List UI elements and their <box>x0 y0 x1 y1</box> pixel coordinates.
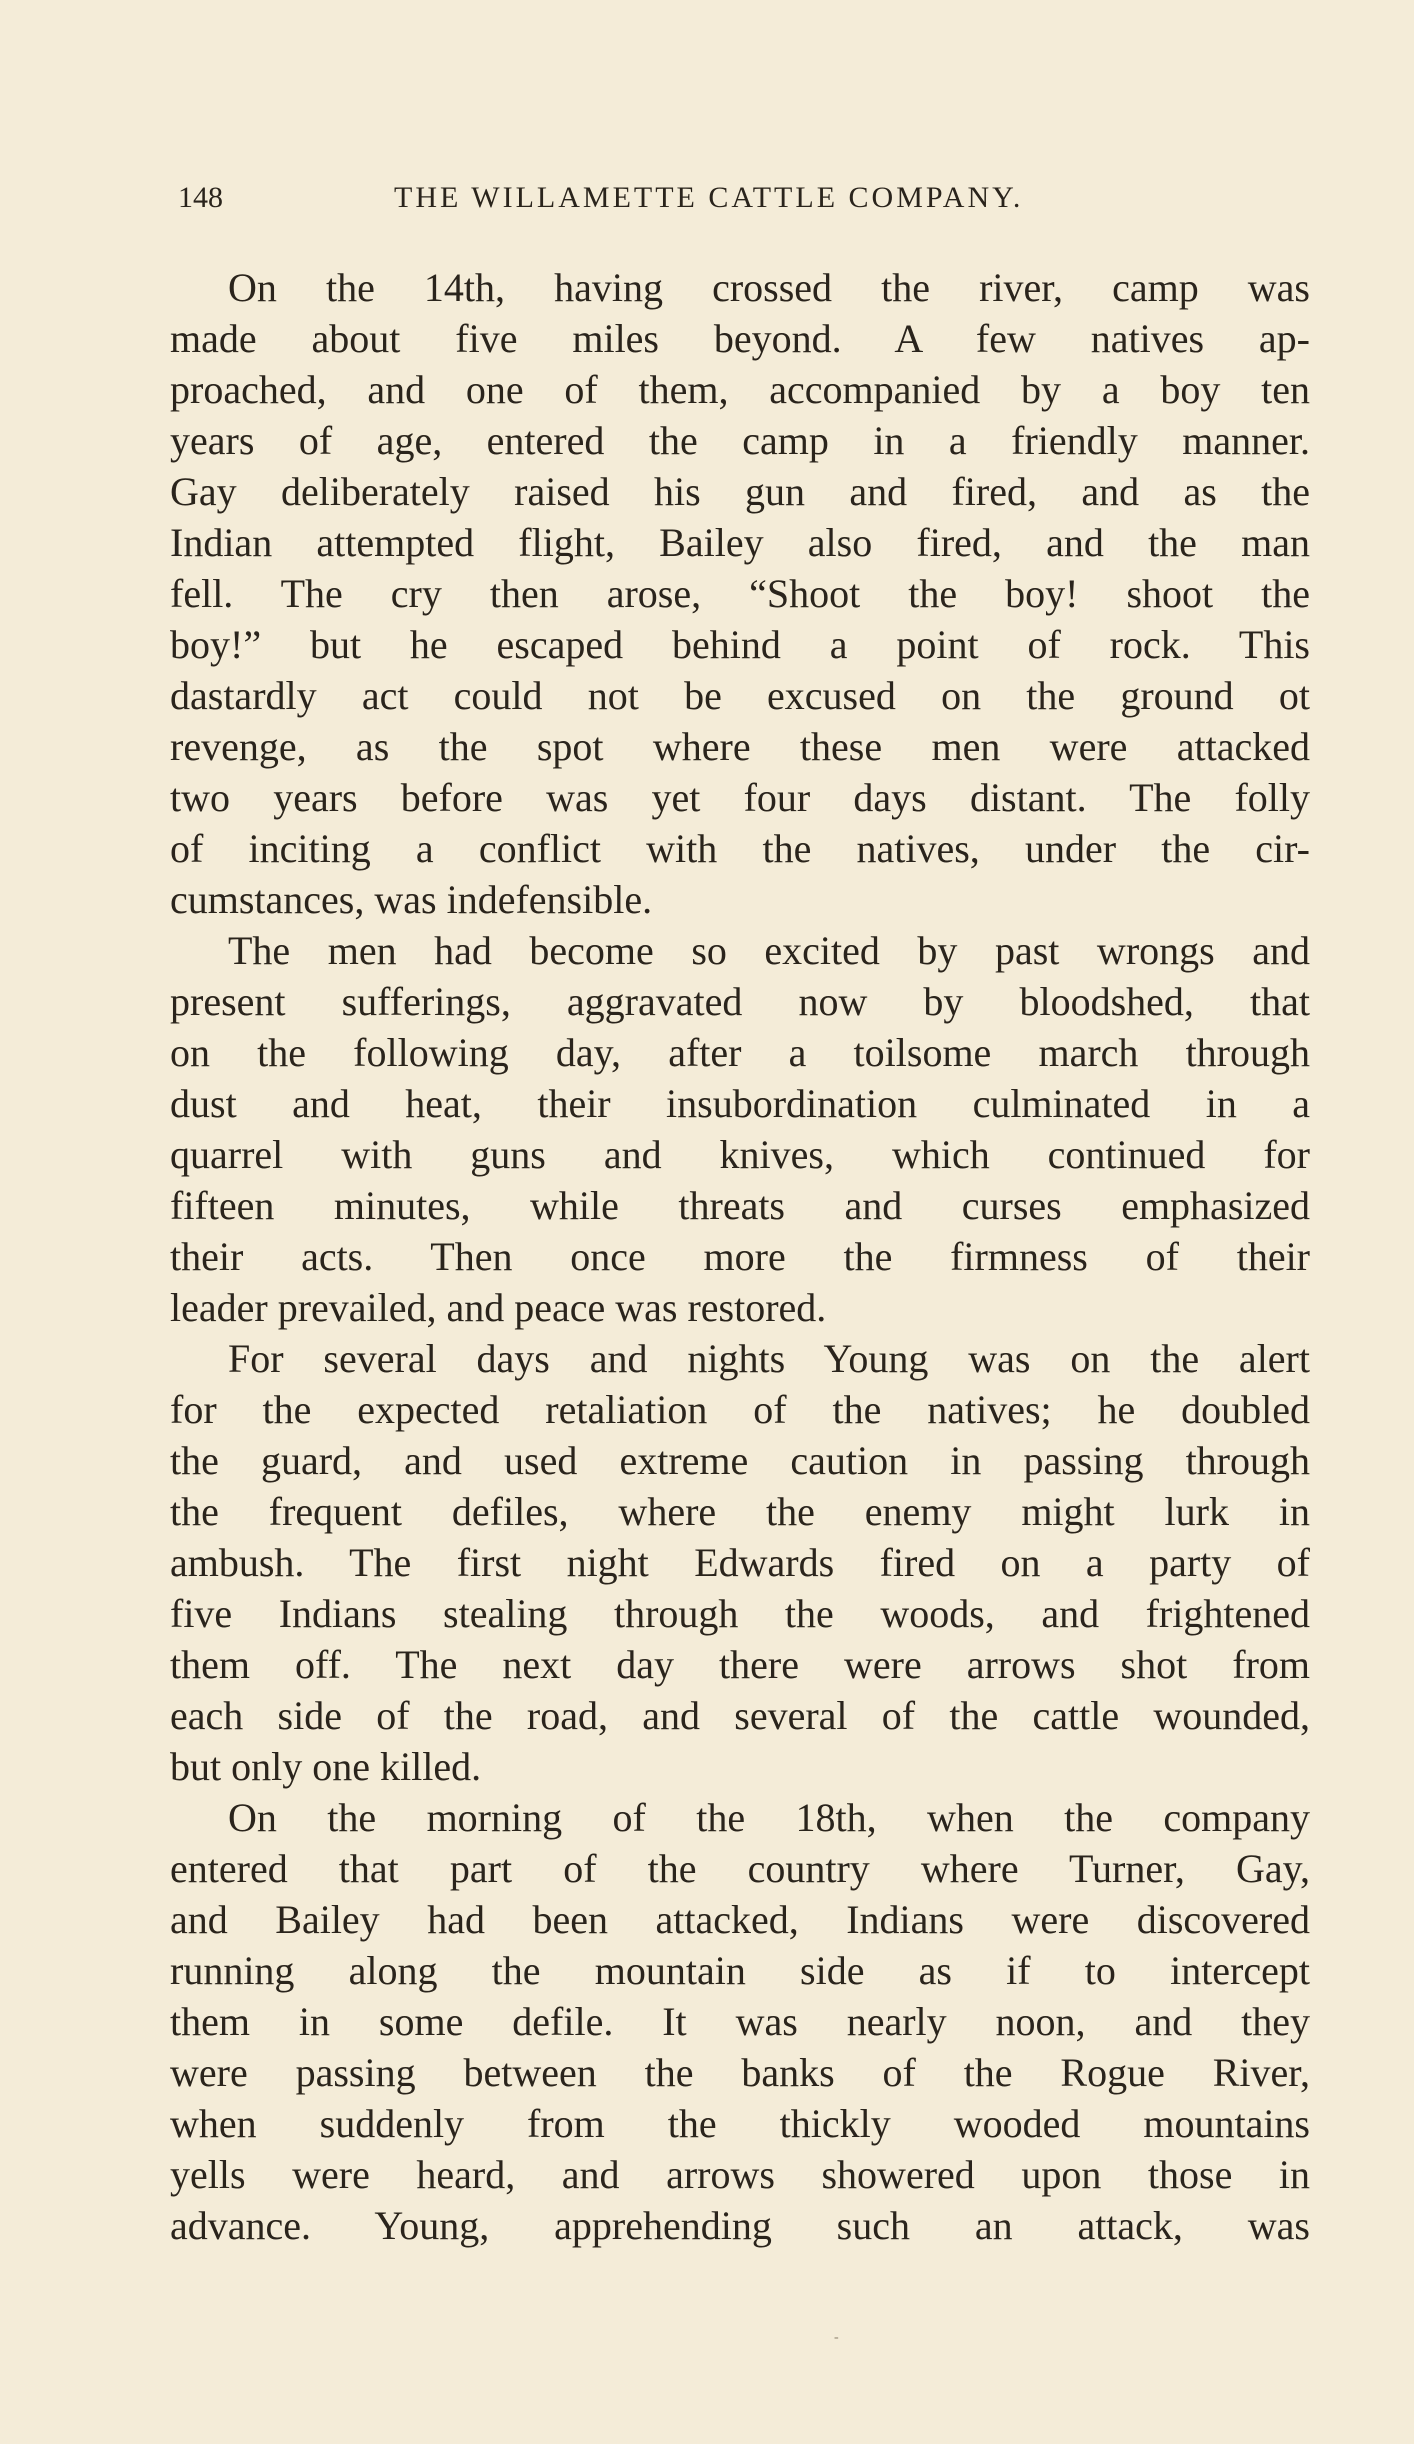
text-line: their acts. Then once more the firmness of their <box>170 1234 1310 1279</box>
text-line: the frequent defiles, where the enemy might lurk in <box>170 1489 1310 1534</box>
text-line: them off. The next day there were arrows shot from <box>170 1642 1310 1687</box>
text-line: entered that part of the country where Turner, Gay, <box>170 1846 1310 1891</box>
text-line: ambush. The first night Edwards fired on a party of <box>170 1540 1310 1585</box>
text-line: For several days and nights Young was on the alert <box>228 1336 1310 1381</box>
text-line: them in some defile. It was nearly noon, and they <box>170 1999 1310 2044</box>
text-line: boy!” but he escaped behind a point of rock. This <box>170 622 1310 667</box>
stray-mark: - <box>834 2330 839 2345</box>
body-text <box>170 262 1310 2251</box>
text-line: Gay deliberately raised his gun and fired, and as the <box>170 469 1310 514</box>
text-line: and Bailey had been attacked, Indians were discovered <box>170 1897 1310 1942</box>
text-line: The men had become so excited by past wrongs and <box>228 928 1310 973</box>
text-line: cumstances, was indefensible. <box>170 877 653 922</box>
text-line: the guard, and used extreme caution in passing through <box>170 1438 1310 1483</box>
text-line: when suddenly from the thickly wooded mountains <box>170 2101 1310 2146</box>
text-line: quarrel with guns and knives, which continued for <box>170 1132 1310 1177</box>
text-line: five Indians stealing through the woods, and frightened <box>170 1591 1310 1636</box>
text-line: fell. The cry then arose, “Shoot the boy! shoot the <box>170 571 1310 616</box>
running-title: THE WILLAMETTE CATTLE COMPANY. <box>394 181 1024 214</box>
text-line: present sufferings, aggravated now by bloodshed, that <box>170 979 1310 1024</box>
page-number: 148 <box>178 181 223 214</box>
text-line: on the following day, after a toilsome march through <box>170 1030 1310 1075</box>
text-line: of inciting a conflict with the natives, under the cir- <box>170 826 1310 871</box>
text-line: fifteen minutes, while threats and curses emphasized <box>170 1183 1310 1228</box>
text-line: On the 14th, having crossed the river, camp was <box>228 265 1310 310</box>
text-line: Indian attempted flight, Bailey also fired, and the man <box>170 520 1310 565</box>
text-line: On the morning of the 18th, when the company <box>228 1795 1310 1840</box>
text-line: for the expected retaliation of the natives; he doubled <box>170 1387 1310 1432</box>
text-line: advance. Young, apprehending such an attack, was <box>170 2203 1310 2248</box>
text-line: years of age, entered the camp in a friendly manner. <box>170 418 1310 463</box>
text-line: but only one killed. <box>170 1744 482 1789</box>
text-line: each side of the road, and several of the cattle wounded, <box>170 1693 1310 1738</box>
running-head <box>170 178 1120 218</box>
text-line: yells were heard, and arrows showered upon those in <box>170 2152 1310 2197</box>
text-line: leader prevailed, and peace was restored. <box>170 1285 827 1330</box>
text-line: dust and heat, their insubordination culminated in a <box>170 1081 1310 1126</box>
text-line: proached, and one of them, accompanied by a boy ten <box>170 367 1310 412</box>
text-line: two years before was yet four days distant. The folly <box>170 775 1310 820</box>
text-line: revenge, as the spot where these men were attacked <box>170 724 1310 769</box>
text-line: dastardly act could not be excused on the ground ot <box>170 673 1310 718</box>
text-line: made about five miles beyond. A few natives ap- <box>170 316 1310 361</box>
text-line: running along the mountain side as if to intercept <box>170 1948 1310 1993</box>
text-line: were passing between the banks of the Rogue River, <box>170 2050 1310 2095</box>
